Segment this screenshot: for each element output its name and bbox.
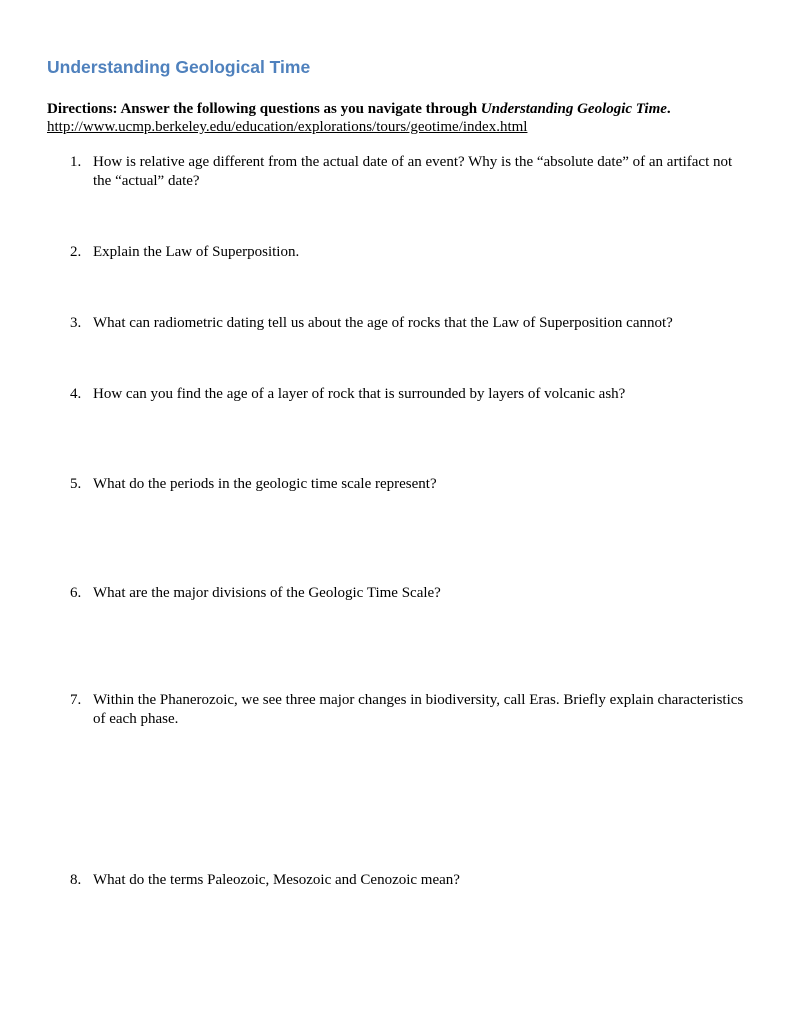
question-number: 1.	[70, 154, 82, 170]
document-title: Understanding Geological Time	[47, 57, 311, 77]
question-number: 4.	[70, 386, 82, 402]
question-text: What do the terms Paleozoic, Mesozoic and Cenozoic mean?	[93, 872, 460, 888]
question-number: 3.	[70, 315, 82, 331]
question-text: Within the Phanerozoic, we see three major changes in biodiversity, call Eras. Briefly explain characteristics of each phase.	[93, 692, 744, 727]
question-number: 7.	[70, 692, 82, 708]
directions-period: .	[666, 101, 671, 117]
question-7	[70, 691, 750, 729]
question-text: What are the major divisions of the Geologic Time Scale?	[93, 585, 441, 601]
source-url-link[interactable]: http://www.ucmp.berkeley.edu/education/explorations/tours/geotime/index.html	[47, 119, 528, 135]
question-number: 2.	[70, 244, 82, 260]
question-8	[70, 871, 750, 890]
question-text: How can you find the age of a layer of rock that is surrounded by layers of volcanic ash?	[93, 386, 626, 402]
question-4	[70, 385, 750, 404]
directions	[47, 100, 671, 136]
question-6	[70, 584, 750, 603]
source-title: Understanding Geologic Time	[480, 101, 667, 117]
question-number: 8.	[70, 872, 82, 888]
question-number: 6.	[70, 585, 82, 601]
question-text: What do the periods in the geologic time scale represent?	[93, 476, 437, 492]
question-text: How is relative age different from the actual date of an event? Why is the “absolute date” of an artifact not the “actual” date?	[93, 154, 733, 189]
question-1	[70, 153, 750, 191]
directions-label: Directions: Answer the following questions as you navigate through	[47, 101, 481, 117]
question-number: 5.	[70, 476, 82, 492]
question-3	[70, 314, 750, 333]
question-text: Explain the Law of Superposition.	[93, 244, 300, 260]
question-5	[70, 475, 750, 494]
question-2	[70, 243, 750, 262]
question-text: What can radiometric dating tell us about the age of rocks that the Law of Superposition cannot?	[93, 315, 673, 331]
